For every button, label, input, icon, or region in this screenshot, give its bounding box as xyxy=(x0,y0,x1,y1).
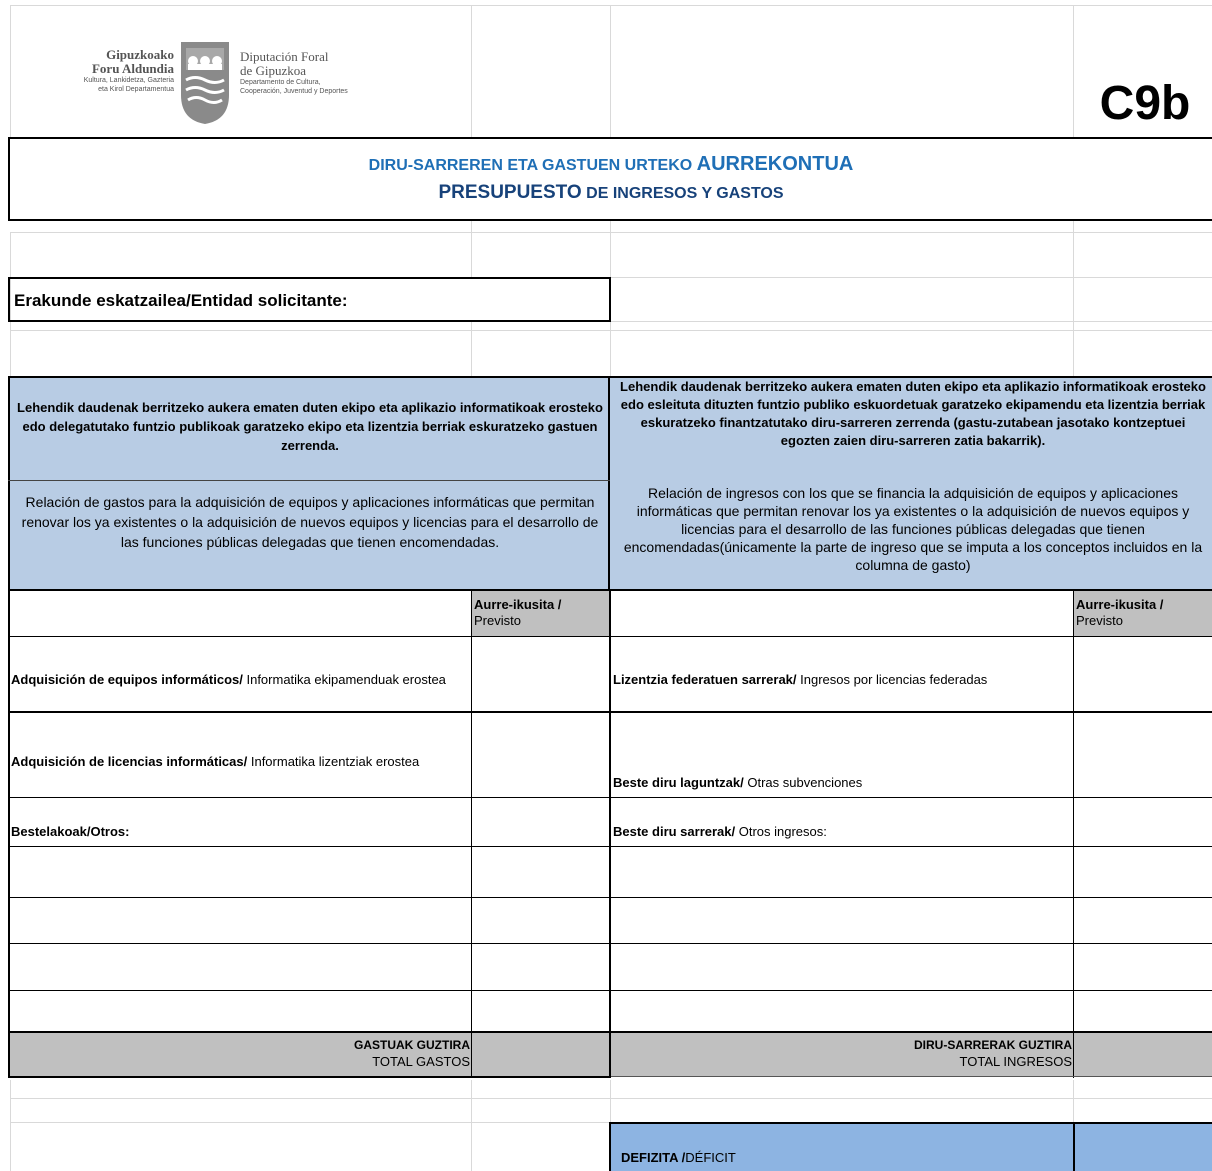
income-total-row xyxy=(611,1033,1073,1076)
income-value-3[interactable] xyxy=(1074,798,1212,846)
income-value-1[interactable] xyxy=(1074,637,1212,711)
logo-es-dept-2: Cooperación, Juventud y Deportes xyxy=(240,88,348,95)
income-col-normal: Previsto xyxy=(1076,613,1123,628)
income-col-bold: Aurre-ikusita / xyxy=(1076,597,1164,612)
gridline xyxy=(10,1080,11,1171)
expenses-row-2-normal: Informatika lizentziak erostea xyxy=(247,754,420,769)
expenses-total-row xyxy=(10,1033,471,1076)
expenses-total-bold: GASTUAK GUZTIRA xyxy=(354,1038,470,1052)
gridline xyxy=(1073,5,1074,137)
gridline xyxy=(10,5,11,137)
logo-es-name-2: de Gipuzkoa xyxy=(240,63,307,78)
gridline xyxy=(10,1098,1212,1099)
title-line2-big: PRESUPUESTO xyxy=(438,182,582,203)
page-title xyxy=(10,150,1212,207)
logo-eu-dept-1: Kultura, Lankidetza, Gazteria xyxy=(83,77,174,84)
expenses-row-3 xyxy=(11,823,466,840)
income-total-bold: DIRU-SARRERAK GUZTIRA xyxy=(914,1038,1072,1052)
expenses-row-1-bold: Adquisición de equipos informáticos/ xyxy=(11,672,243,687)
income-total-value[interactable] xyxy=(1074,1033,1212,1076)
deficit-value[interactable] xyxy=(1075,1124,1212,1171)
gridline xyxy=(10,5,1212,6)
income-row-3-normal: Otros ingresos: xyxy=(735,824,827,839)
income-header-es: Relación de ingresos con los que se financia la adquisición de equipos y aplicaciones informáticas que permitan renovar los ya existentes o la adquisición de nuevos equipos y licencias para el desarrollo de las funciones públicas delegadas que tienen encomendadas(únicamente la parte de ingreso que se imputa a los conceptos incluidos en la columna de gasto) xyxy=(623,485,1203,573)
income-row-2-bold: Beste diru laguntzak/ xyxy=(613,775,744,790)
income-row-2 xyxy=(613,774,1068,791)
logo-eu-name-1: Gipuzkoako xyxy=(106,47,174,62)
logo-eu-dept-2: eta Kirol Departamentua xyxy=(98,86,174,93)
expenses-col-bold: Aurre-ikusita / xyxy=(474,597,562,612)
gridline xyxy=(610,5,611,137)
expenses-row-1 xyxy=(11,671,466,688)
coat-of-arms-icon xyxy=(178,40,232,126)
expenses-total-normal: TOTAL GASTOS xyxy=(372,1054,470,1069)
expenses-value-3[interactable] xyxy=(472,798,609,846)
gridline xyxy=(471,5,472,137)
expenses-col-normal: Previsto xyxy=(474,613,521,628)
expenses-header-eu: Lehendik daudenak berritzeko aukera ematen duten ekipo eta aplikazio informatikoak erosteko edo delegatutako funtzio publikoak garatzeko ekipo eta lizentzia berriak eskuratzeko gastuen zerrenda. xyxy=(17,400,603,453)
entity-label: Erakunde eskatzailea/Entidad solicitante: xyxy=(14,291,348,310)
expenses-value-2[interactable] xyxy=(472,713,609,797)
expenses-row-2-bold: Adquisición de licencias informáticas/ xyxy=(11,754,248,769)
gridline xyxy=(10,330,1212,331)
income-row-1 xyxy=(613,671,1068,688)
income-row-2-normal: Otras subvenciones xyxy=(743,775,863,790)
entity-field[interactable] xyxy=(8,277,611,322)
income-value-2[interactable] xyxy=(1074,713,1212,797)
gridline xyxy=(471,1080,472,1171)
gridline xyxy=(1073,221,1074,377)
income-row-3-bold: Beste diru sarrerak/ xyxy=(613,824,736,839)
expenses-col-header xyxy=(472,591,609,636)
gridline xyxy=(610,1080,611,1124)
expenses-row-2 xyxy=(11,753,466,770)
title-line1-big: AURREKONTUA xyxy=(696,153,854,175)
logo-es-name-1: Diputación Foral xyxy=(240,49,329,64)
title-line1-pre: DIRU-SARREREN ETA GASTUEN URTEKO xyxy=(368,157,697,174)
deficit-normal: DÉFICIT xyxy=(685,1150,736,1165)
gridline xyxy=(1073,1080,1074,1124)
income-row-1-normal: Ingresos por licencias federadas xyxy=(796,672,988,687)
income-total-normal: TOTAL INGRESOS xyxy=(959,1054,1072,1069)
form-code: C9b xyxy=(1099,77,1191,130)
expenses-total-value[interactable] xyxy=(472,1033,609,1076)
logo-eu-name-2: Foru Aldundia xyxy=(91,61,174,76)
expenses-value-1[interactable] xyxy=(472,637,609,711)
income-row-1-bold: Lizentzia federatuen sarrerak/ xyxy=(613,672,797,687)
expenses-header-es: Relación de gastos para la adquisición de equipos y aplicaciones informáticas que permitan renovar los ya existentes o la adquisición de nuevos equipos y licencias para el desarrollo de las funciones públicas delegadas que tienen encomendadas. xyxy=(21,494,599,550)
title-line2-post: DE INGRESOS Y GASTOS xyxy=(581,185,784,202)
institution-logo xyxy=(50,40,370,136)
expenses-row-3-bold: Bestelakoak/Otros: xyxy=(11,824,130,839)
income-header-eu: Lehendik daudenak berritzeko aukera ematen duten ekipo eta aplikazio informatikoak erosteko edo esleituta dituzten funtzio publiko eskuordetuak garatzeko ekipamendu eta lizentzia berriak eskuratzeko finantzatutako diru-sarreren zerrenda (gastu-zutabean jasotako kontzeptuei egozten zaien diru-sarreren zatia bakarrik). xyxy=(620,379,1206,448)
gridline xyxy=(471,321,472,377)
gridline xyxy=(10,232,1212,233)
gridline xyxy=(610,321,1212,322)
income-row-3 xyxy=(613,823,1068,840)
expenses-row-1-normal: Informatika ekipamenduak erostea xyxy=(242,672,446,687)
logo-es-dept-1: Departamento de Cultura, xyxy=(240,79,321,86)
income-col-header xyxy=(1074,591,1212,636)
deficit-bold: DEFIZITA / xyxy=(621,1150,686,1165)
gridline xyxy=(471,221,472,277)
